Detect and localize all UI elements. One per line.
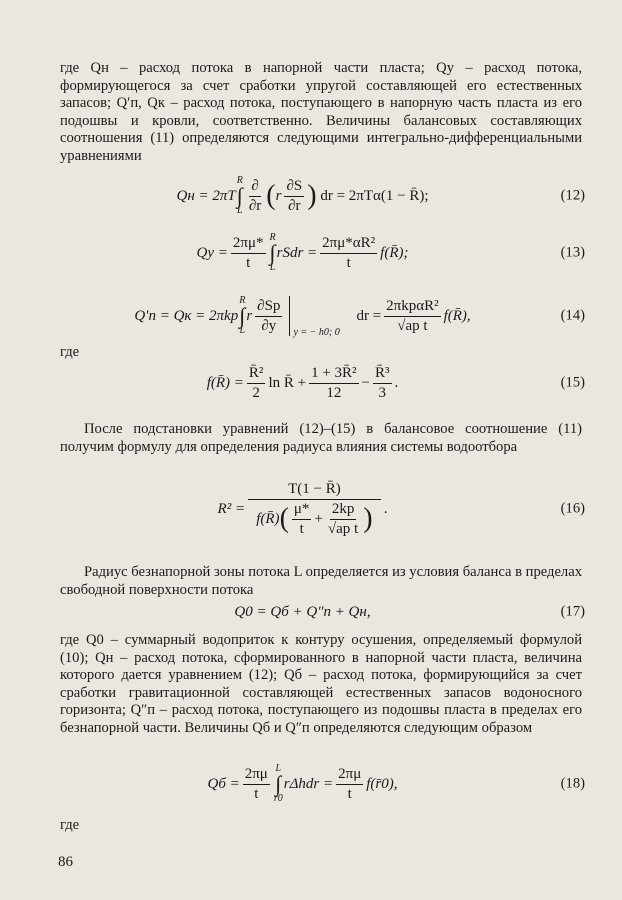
equation-18: Qб = $\frac{2\pi\mu}{t}$ L ∫ r0 rΔhdr = $\frac{2\pi\mu}{t}$ f(r̄0), (18)	[207, 763, 585, 804]
fraction: $\frac{\partial}{\partial r}$	[248, 177, 262, 214]
equation-16: R² = T(1 − R̄) f(R̄) ( $\frac{\mu*}{t}$ + $\frac{2kр}{\text{√aр t}}$ ) . (16)	[217, 480, 585, 537]
fraction: $\frac{2\pi\mu}{t}$	[338, 765, 362, 802]
paragraph-1: где Qн – расход потока в напорной части пласта; Qу – расход потока, формирующегося за счет сработки упругой составляющей его естественных запасов; Q′п, Qк – расход потока, поступающего в напорную часть пласта из его подошвы и кровли, соответственно. Величины балансовых составляющих соотношения (11) определяются следующими интегрально-дифференциальными уравнениями	[60, 60, 582, 164]
fraction: T(1 − R̄) f(R̄) ( $\frac{\mu*}{t}$ + $\frac{2kр}{\text{√aр t}}$ )	[248, 480, 381, 539]
fraction: $\frac{\partial Sр}{\partial y}$	[257, 297, 281, 334]
paragraph-2: После подстановки уравнений (12)–(15) в балансовое соотношение (11) получим формулу для определения радиуса влияния системы водоотбора	[60, 421, 582, 455]
integral-sign: L ∫ r0	[273, 763, 283, 804]
evaluation-bar: y = − h0; 0	[289, 296, 352, 336]
equation-17: Q0 = Qб + Q″п + Qн, (17)	[234, 603, 585, 620]
where-label: где	[60, 344, 80, 360]
fraction: $\frac{\text{2πkрαR²}}{\text{√aр t}}$	[386, 297, 439, 334]
equation-15: f(R̄) = $\frac{\text{R̄²}}{2}$ ln R̄ + $\frac{\text{1 + 3R̄²}}{12}$ − $\frac{\text{R̄³}}{3}$ . (15)	[206, 364, 585, 401]
page-number: 86	[58, 854, 73, 870]
equation-number: (15)	[560, 374, 585, 391]
equation-number: (17)	[560, 603, 585, 620]
fraction: $\frac{2\pi\mu}{t}$	[244, 765, 268, 802]
equation-13: Qу = $\frac{2\pi\mu*}{t}$ R ∫ L rSdr = $\frac{\text{2πμ*αR²}}{t}$ f(R̄); (13)	[196, 232, 585, 273]
eq12-lhs: Qн = 2πT	[176, 187, 236, 204]
equation-number: (14)	[560, 307, 585, 324]
equation-number: (12)	[560, 187, 585, 204]
equation-number: (18)	[560, 775, 585, 792]
equation-12: Qн = 2πT R ∫ L $\frac{\partial}{\partial r}$ ( r $\frac{\partial S}{\partial r}$ ) dr = 2πTα(1 − R̄); (12)	[176, 175, 585, 216]
integral-sign: R ∫ L	[239, 295, 246, 336]
equation-number: (13)	[560, 244, 585, 261]
where-label: где	[60, 817, 80, 833]
fraction: $\frac{\text{R̄²}}{2}$	[248, 364, 264, 401]
fraction: $\frac{\text{R̄³}}{3}$	[375, 364, 390, 401]
integral-sign: R ∫ L	[269, 232, 276, 273]
integral-sign: R ∫ L	[236, 175, 243, 216]
fraction: $\frac{\text{2πμ*αR²}}{t}$	[322, 234, 376, 271]
equation-14: Q′п = Qк = 2πkр R ∫ L r $\frac{\partial Sр}{\partial y}$ y = − h0; 0 dr = $\frac{\text{2πkрαR²}}{\text{√aр t}}$ f(R̄), (14)	[134, 295, 585, 338]
fraction: $\frac{\text{1 + 3R̄²}}{12}$	[311, 364, 357, 401]
equation-number: (16)	[560, 500, 585, 517]
fraction: $\frac{2\pi\mu*}{t}$	[232, 234, 264, 271]
paragraph-3: Радиус безнапорной зоны потока L определяется из условия баланса в пределах свободной поверхности потока	[60, 564, 582, 598]
fraction: $\frac{\partial S}{\partial r}$	[286, 177, 303, 214]
paragraph-4: где Q0 – суммарный водоприток к контуру осушения, определяемый формулой (10); Qн – расход потока, сформированного в напорной части пласта, величина которого дается уравнением (12); Qб – расход потока, формирующийся за счет сработки гравитационной составляющей естественных запасов водоносного горизонта; Q″п – расход потока, поступающего из подошвы пласта в пределах его безнапорной части. Величины Qб и Q″п определяются следующим образом	[60, 632, 582, 736]
